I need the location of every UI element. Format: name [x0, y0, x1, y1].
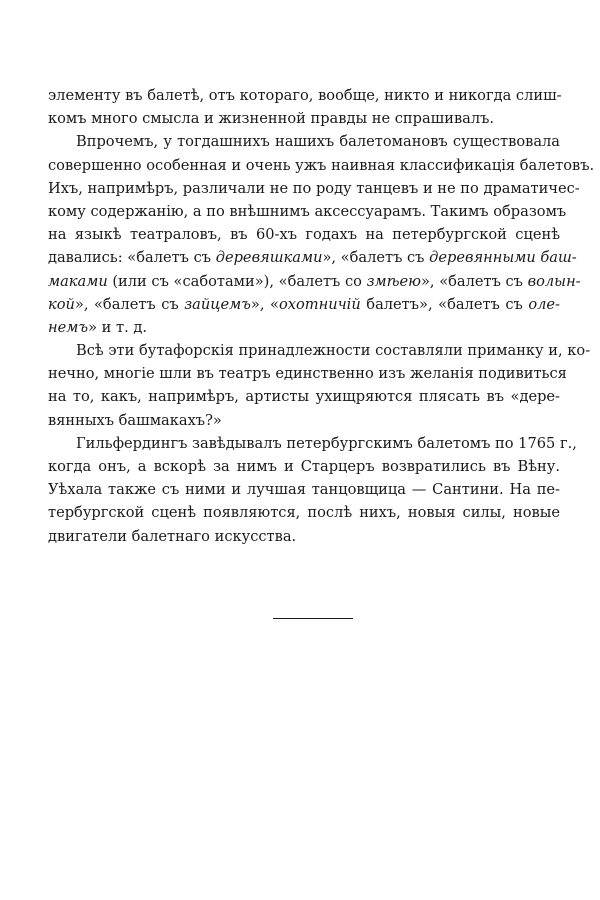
text-segment: Уѣхала также съ ними и лучшая танцовщица — Сантини. На пе-: [48, 481, 560, 499]
italic-segment: зайцемъ: [184, 295, 251, 313]
text-line: [48, 107, 560, 130]
italic-segment: деревяшками: [215, 249, 323, 267]
section-divider: [273, 618, 353, 619]
text-segment: », «балетъ съ: [74, 295, 185, 313]
text-segment: давались: «балетъ съ: [48, 249, 216, 267]
text-segment: когда онъ, а вскорѣ за нимъ и Старцеръ возвратились въ Вѣну.: [48, 458, 560, 475]
text-segment: Впрочемъ, у тогдашнихъ нашихъ балетомановъ существовала: [76, 133, 560, 151]
text-line: [48, 432, 577, 455]
text-line: [48, 525, 560, 548]
text-line: [48, 339, 591, 362]
text-segment: », «балетъ съ: [420, 272, 528, 290]
paragraph: [48, 432, 577, 548]
text-line: [48, 362, 567, 385]
paragraph: [48, 84, 560, 130]
text-segment: Всѣ эти бутафорскія принадлежности составляли приманку и, ко-: [76, 342, 591, 360]
italic-segment: охотничій: [278, 295, 361, 313]
paragraph: [48, 130, 595, 339]
text-segment: элементу въ балетѣ, отъ котораго, вообще, никто и никогда слиш-: [48, 87, 562, 104]
text-segment: на языкѣ театраловъ, въ 60-хъ годахъ на петербургской сценѣ: [48, 226, 560, 244]
text-segment: », «балетъ съ: [322, 249, 430, 267]
text-line: [48, 223, 560, 246]
text-segment: тербургской сценѣ появляются, послѣ нихъ, новыя силы, новые: [48, 504, 560, 522]
text-segment: совершенно особенная и очень ужъ наивная классификація балетовъ.: [48, 156, 595, 174]
text-segment: (или съ «саботами»), «балетъ со: [107, 272, 367, 290]
italic-segment: волын-: [527, 272, 581, 290]
text-line: [48, 455, 560, 478]
text-line: [48, 177, 580, 200]
text-line: [48, 409, 560, 432]
text-line: [48, 501, 560, 524]
text-line: [48, 200, 567, 223]
text-line: [48, 478, 560, 501]
italic-segment: деревянными баш-: [429, 249, 577, 267]
italic-segment: змѣею: [366, 272, 421, 290]
text-segment: нечно, многіе шли въ театръ единственно изъ желанія подивиться: [48, 365, 567, 383]
text-segment: балетъ», «балетъ съ: [360, 295, 529, 313]
text-line: [48, 130, 560, 153]
text-segment: на то, какъ, напримѣръ, артисты ухищряются плясать въ «дере-: [48, 388, 560, 406]
italic-segment: немъ: [48, 318, 89, 336]
text-line: [48, 154, 595, 177]
text-segment: двигатели балетнаго искусства.: [48, 527, 297, 545]
text-segment: », «: [250, 295, 279, 313]
text-segment: Ихъ, напримѣръ, различали не по роду танцевъ и не по драматичес-: [48, 179, 580, 197]
text-segment: кому содержанію, а по внѣшнимъ аксессуарамъ. Такимъ образомъ: [48, 202, 567, 220]
text-line: [48, 293, 560, 316]
text-segment: вянныхъ башмакахъ?»: [48, 411, 222, 429]
text-segment: » и т. д.: [88, 318, 147, 336]
text-line: [48, 316, 560, 339]
italic-segment: маками: [48, 272, 108, 290]
italic-segment: оле-: [528, 295, 560, 313]
paragraph: [48, 339, 591, 432]
text-segment: Гильфердингъ завѣдывалъ петербургскимъ балетомъ по 1765 г.,: [76, 434, 577, 452]
body-text: [48, 84, 595, 548]
text-segment: комъ много смысла и жизненной правды не спрашивалъ.: [48, 110, 495, 128]
italic-segment: кой: [48, 295, 75, 313]
text-line: [48, 84, 560, 107]
text-line: [48, 246, 577, 269]
text-line: [48, 270, 581, 293]
text-line: [48, 385, 560, 408]
